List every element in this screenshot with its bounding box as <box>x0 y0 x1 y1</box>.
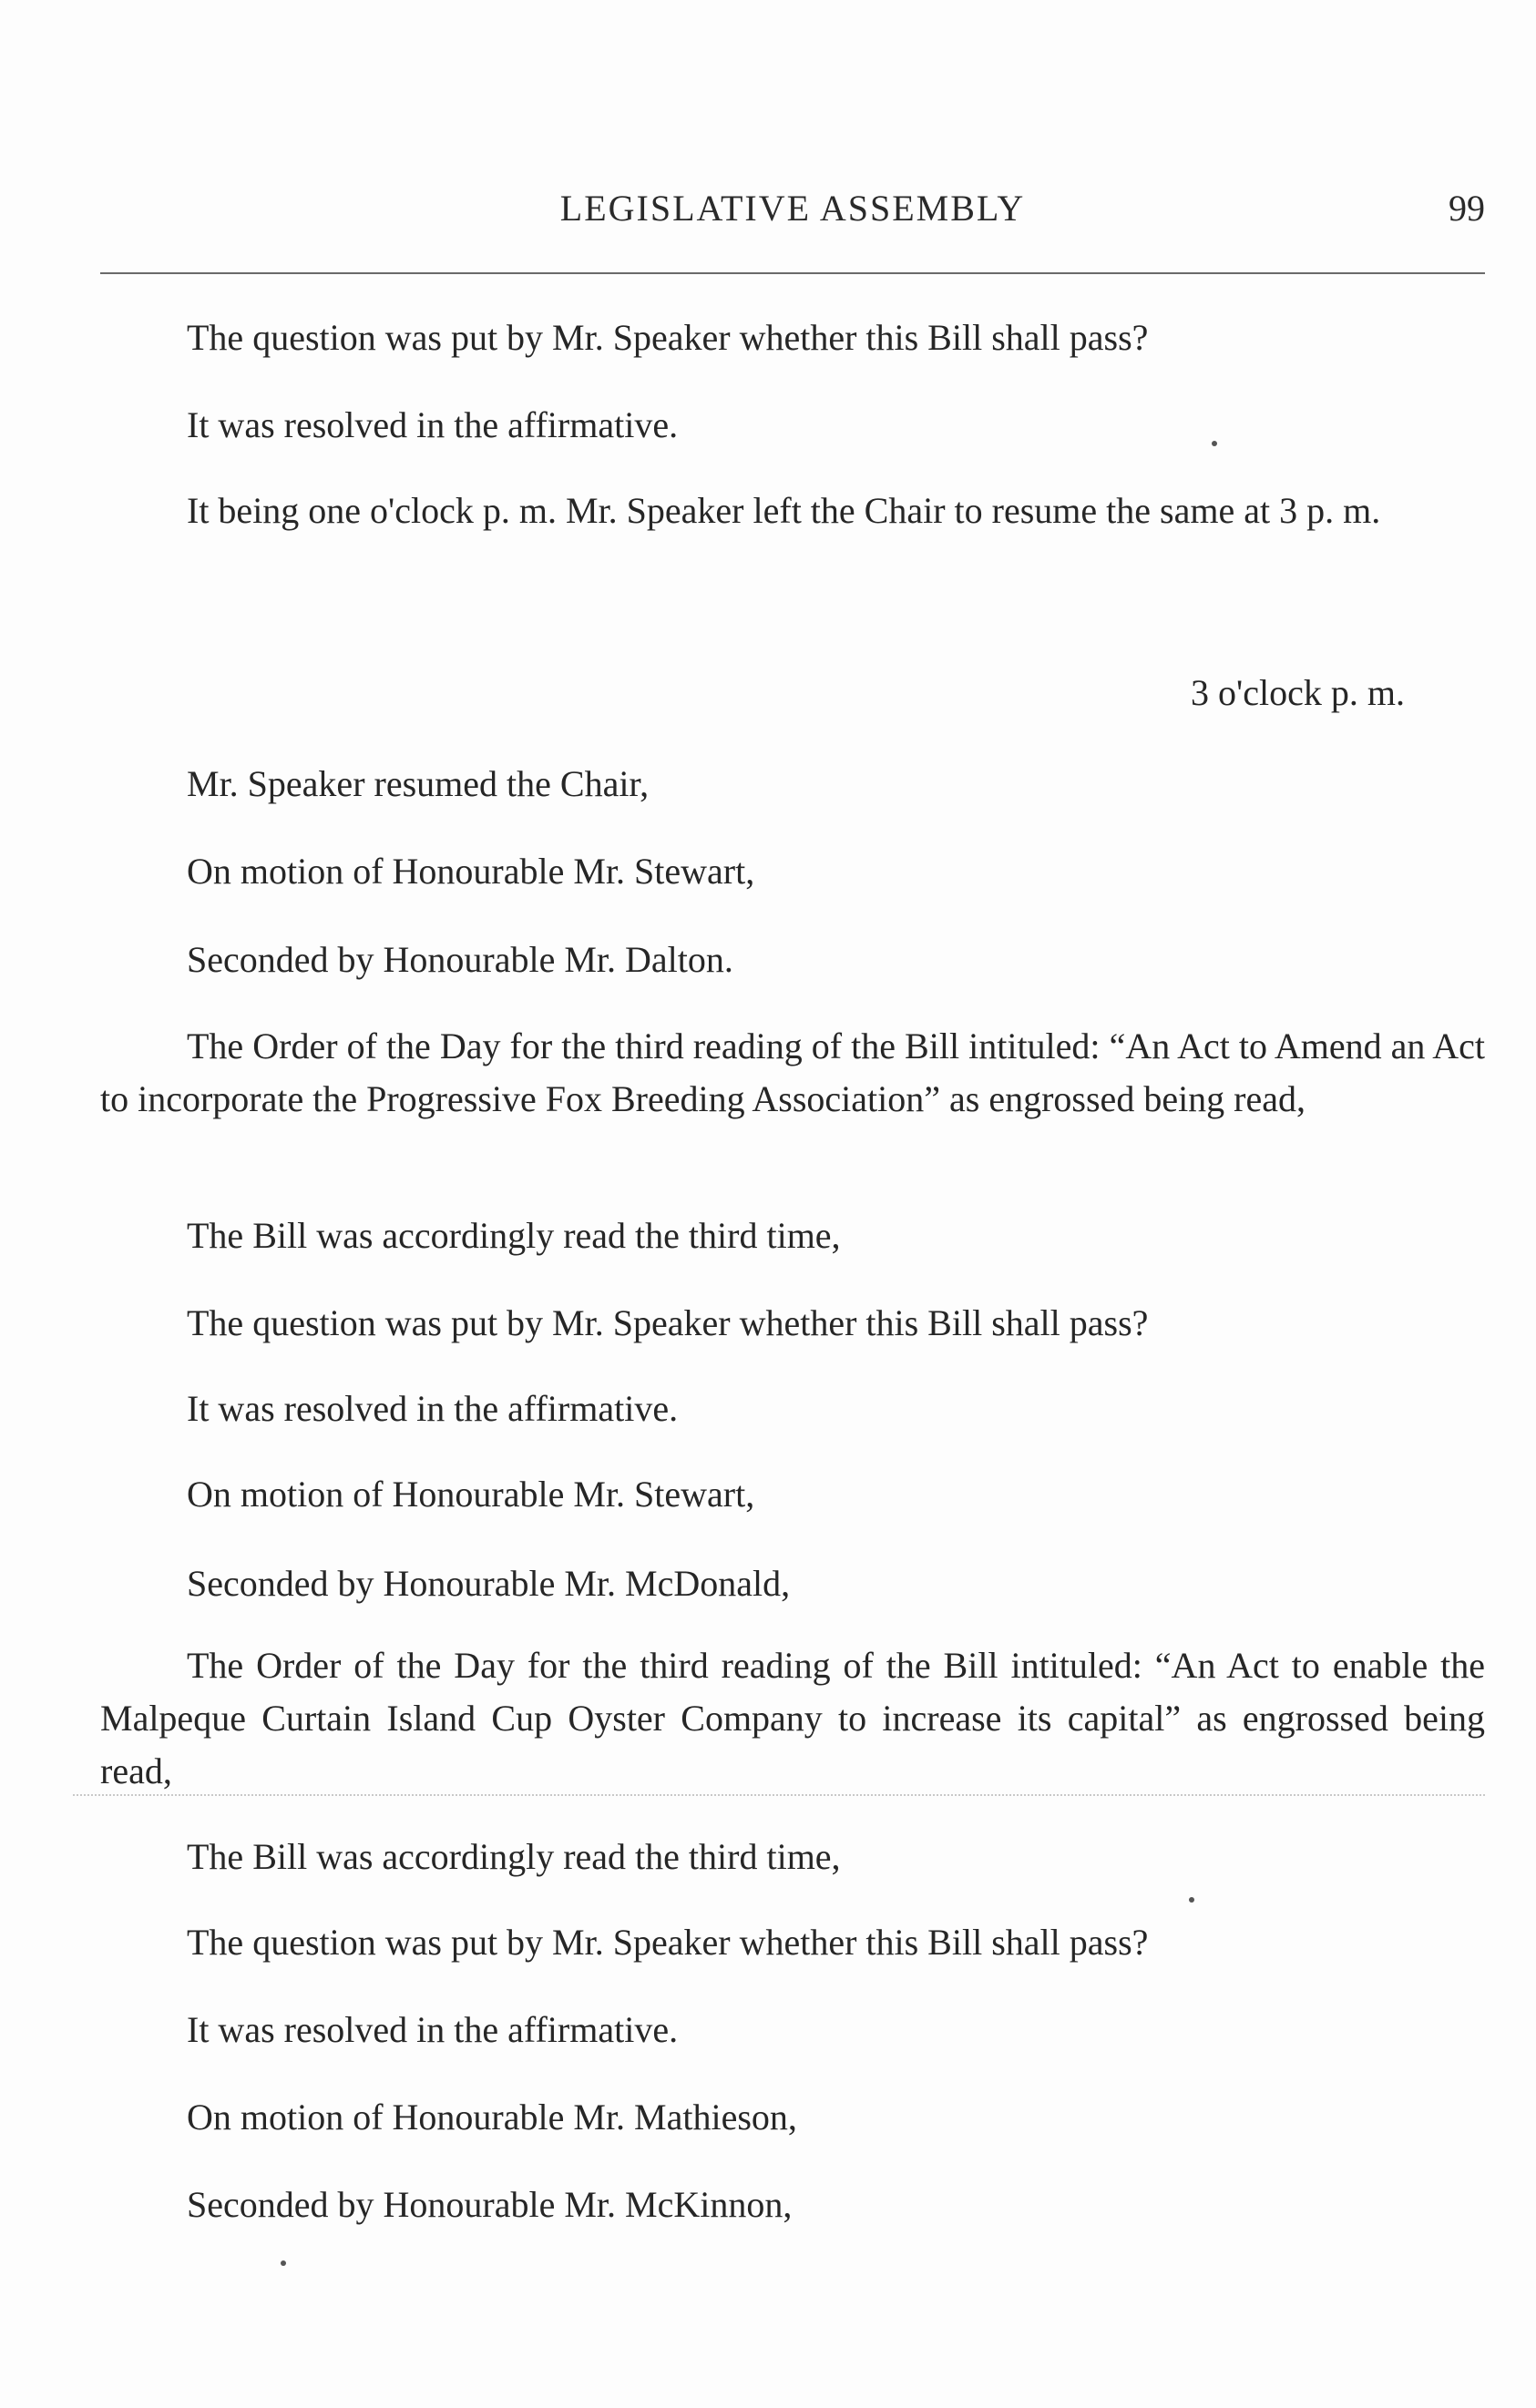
scan-speck <box>1189 1897 1194 1903</box>
paragraph-order-fox-bill: The Order of the Day for the third reading of the Bill intituled: “An Act to Amend an Act to incorporate the Progressive Fox Breeding Association” as engrossed being read, <box>100 1025 1485 1119</box>
paragraph-third-reading-1: The Bill was accordingly read the third time, <box>187 1215 841 1256</box>
paragraph-motion-2: On motion of Honourable Mr. Stewart, <box>187 1474 755 1515</box>
paragraph-third-reading-2: The Bill was accordingly read the third time, <box>187 1836 841 1877</box>
scan-speck <box>1212 441 1217 446</box>
paragraph-recess: It being one o'clock p. m. Mr. Speaker left the Chair to resume the same at 3 p. m. <box>187 490 1381 531</box>
paragraph-question-pass-1: The question was put by Mr. Speaker whether this Bill shall pass? <box>187 317 1149 358</box>
paragraph-resolved-3: It was resolved in the affirmative. <box>187 2009 679 2050</box>
paragraph-order-oyster-bill: The Order of the Day for the third reading of the Bill intituled: “An Act to enable the Malpeque Curtain Island Cup Oyster Company to increase its capital” as engrossed being read, <box>100 1645 1485 1791</box>
paragraph-motion-1: On motion of Honourable Mr. Stewart, <box>187 851 755 892</box>
paragraph-question-pass-3: The question was put by Mr. Speaker whether this Bill shall pass? <box>187 1922 1149 1963</box>
running-header <box>100 187 1485 232</box>
paragraph-resolved-2: It was resolved in the affirmative. <box>187 1388 679 1429</box>
paragraph-motion-3: On motion of Honourable Mr. Mathieson, <box>187 2097 797 2138</box>
paragraph-seconded-3: Seconded by Honourable Mr. McKinnon, <box>187 2184 793 2225</box>
paragraph-chair-resumed: Mr. Speaker resumed the Chair, <box>187 763 650 804</box>
running-title: LEGISLATIVE ASSEMBLY <box>559 188 1026 229</box>
paragraph-seconded-2: Seconded by Honourable Mr. McDonald, <box>187 1563 791 1604</box>
page-number: 99 <box>1449 188 1485 229</box>
header-rule <box>100 272 1485 274</box>
paragraph-time: 3 o'clock p. m. <box>1191 672 1405 713</box>
paragraph-seconded-1: Seconded by Honourable Mr. Dalton. <box>187 939 733 980</box>
scan-speck <box>281 2260 286 2266</box>
paragraph-resolved-1: It was resolved in the affirmative. <box>187 404 679 445</box>
paragraph-question-pass-2: The question was put by Mr. Speaker whether this Bill shall pass? <box>187 1302 1149 1343</box>
scan-dotted-line <box>73 1794 1485 1796</box>
